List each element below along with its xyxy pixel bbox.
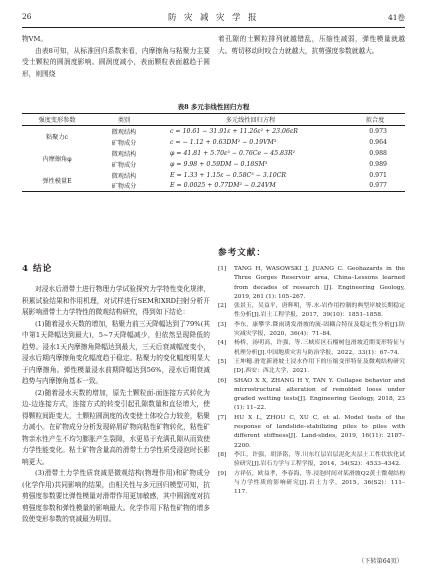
table-header-cell: 强度变形参数 (22, 114, 92, 126)
reference-item (218, 339, 405, 358)
reference-text: 方祥伍，欧益孝，李春海，等.浸泡时间对某滑坡Q2黄土微观结构与力学性质的影响研究[J].岩土力学，2015，36(S2)：111–117. (234, 470, 405, 496)
reference-item (218, 358, 405, 377)
equation-cell: E = 1.33 + 1.15ε − 0.58C³ − 3.10CR (170, 171, 287, 179)
fit-cell: 0.989 (369, 160, 387, 168)
table-header-cell: 多元线性回归方程 (156, 114, 345, 126)
category-cell: 微观结构 (111, 172, 137, 180)
reference-item (218, 470, 405, 498)
equation-cell: c = − 1.12 + 0.63DM² − 0.19VM³ (170, 138, 277, 146)
reference-number: [4] (218, 340, 227, 347)
reference-text: SHAO X X, ZHANG H Y, TAN Y. Collapse behavior and microstructural alteration of remolded loess under graded wetting tests[J]. Engineering Geology, 2018, 23 (1): 11–22. (234, 377, 405, 412)
category-cell: 矿物成分 (111, 139, 137, 147)
reference-number: [5] (218, 358, 227, 365)
fit-cell: 0.977 (345, 181, 405, 192)
body-paragraph: 物VM。 (22, 35, 48, 43)
page-number: 26 (22, 12, 32, 21)
conclusion-paragraph: (1)随着浸水天数的增加，粘聚力前三天降幅达到了79%(其中第1天降幅达到最大)，5~7天降幅减少，但依然呈现降低的趋势。浸水1天内摩擦角降幅达到最大，三天后衰减幅度变小，浸水后期内摩擦角变化幅度趋于稳定。粘聚力的变化幅度明显大于内摩擦角。弹性模量浸水前期降幅达到56%，浸水后期衰减趋势与内摩擦角基本一致。 (22, 319, 210, 385)
running-header (22, 10, 405, 24)
reference-number: [6] (218, 377, 227, 384)
conclusions-heading: 4 结论 (22, 264, 53, 274)
conclusions-body (22, 284, 210, 526)
reference-number: [2] (218, 303, 227, 310)
body-top-right-column (218, 34, 405, 57)
reference-text: 李江，许强，胡泽铭，等.川东红层岩层泥化夹层土工性状软化试验研究[J].岩石力学与工程学报，2014，34(S2)：4533–4342. (234, 451, 405, 468)
reference-item (218, 265, 405, 302)
conclusion-paragraph: (2)随着浸水天数的增加，原先土颗粒面-面连接方式转化为边-边连接方式，连接方式的转变引起孔隙数量和直径增大，使得颗粒间距变大，土颗粒圆润度的改变使土体咬合力较差，粘聚力减小。在矿物成分分析发现碎屑矿物向粘性矿物转化，粘性矿物亲水性产生不均匀膨胀产生裂隙，水更易于充满孔隙从而致使力学性能变化。粘土矿物含量高的滑带土力学性质受浸泡时长影响更大。 (22, 388, 210, 466)
reference-text: 张景玉，吴益平，唐辉明，等.水-岩作用控制的典型岸坡长期稳定性分析[J].岩土工程学报，2017，39(10)：1851–1858. (234, 303, 405, 319)
reference-number: [3] (218, 321, 227, 328)
reference-number: [7] (218, 414, 227, 421)
body-paragraph: 由表8可知，从标准回归系数来看，内摩擦角与粘聚力主要受土颗粒的圆润度影响。圆润度减小，表面颗粒表面越趋于圆形，则围绕 (22, 46, 210, 78)
reference-item (218, 377, 405, 414)
table-row (22, 126, 405, 137)
continued-note: （下转第64页） (358, 558, 403, 565)
volume-label: 41卷 (387, 13, 405, 22)
reference-number: [1] (218, 266, 227, 272)
reference-text: 李东，康攀学.降雨诱发滑坡的流-固耦合特征及稳定性分析[J].防灾减灾学报，2020，36(4)：71–84. (234, 321, 405, 338)
reference-item (218, 451, 405, 470)
fit-cell: 0.973 (369, 127, 387, 135)
param-cell: 内摩擦角φ (42, 156, 72, 163)
journal-title: 防 灾 减 灾 学 报 (168, 13, 259, 23)
equation-cell: φ = 9.98 + 0.59DM − 0.18SM³ (170, 160, 268, 168)
reference-text: TANG H, WASOWSKI J, JUANG C. Geohazards in the Three Gorges Reservoir area, China–Lessons learned from decades of research [J]. Engineering Geology, 2019, 261 (1): 105–267. (234, 266, 405, 300)
reference-text: 杨桥，汤明高，许强，等.三峡库区石榴树包滑坡近期变形特征与机理分析[J].中国地质灾害与防治学报，2022，33(1)：67–74. (234, 340, 405, 356)
reference-text: 王坤穗.滑宽新滑坡土浸水作用下的压缩变形特征及微观结构研究[D].西安：西北大学，2021. (234, 358, 405, 375)
equation-cell: c = 10.61 − 31.91ε + 11.26ε² + 23.06εR (170, 127, 298, 135)
category-cell: 微观结构 (111, 150, 137, 158)
body-paragraph: 着孔隙的土颗粒排列就越错乱，压缩性减弱，弹性模量就越大。剪切移动时咬合力就越大，抗剪强度参数就越大。 (218, 35, 405, 55)
reference-text: HU X L, ZHOU C, XU C, et al. Model tests of the response of landslide–stabilizing piles to piles with different stiffness[J]. Land-slides, 2019, 16(11): 2187–2200. (234, 414, 405, 449)
equation-cell: E = 0.0025 + 0.77DM² − 0.24VM (156, 181, 345, 192)
fit-cell: 0.964 (369, 138, 387, 146)
param-cell: 弹性模量E (22, 170, 92, 192)
reference-number: [8] (218, 451, 227, 458)
category-cell: 微观结构 (111, 128, 137, 136)
table-header-cell: 类别 (92, 114, 156, 126)
reference-item (218, 321, 405, 340)
table-row (22, 148, 405, 159)
fit-cell: 0.988 (369, 149, 387, 157)
header-rule (22, 27, 405, 28)
table-row (22, 170, 405, 181)
table-header-row (22, 114, 405, 126)
table-caption: 表8 多元非线性回归方程 (177, 103, 250, 111)
category-cell: 矿物成分 (111, 161, 137, 169)
fit-cell: 0.971 (369, 171, 387, 179)
regression-table-block (22, 101, 405, 192)
reference-item (218, 302, 405, 321)
param-cell: 粘聚力c (45, 134, 69, 142)
table-header-cell: 拟合度 (345, 114, 405, 126)
references-list (218, 265, 405, 497)
equation-cell: φ = 41.81 + 5.70ε³ − 0.76Ce − 45.83R² (170, 149, 296, 157)
reference-number: [9] (218, 470, 227, 477)
body-top-left-column (22, 34, 210, 80)
references-heading: 参考文献： (218, 248, 266, 258)
category-cell: 矿物成分 (92, 181, 156, 192)
reference-item (218, 414, 405, 451)
conclusion-paragraph: (3)滑带土力学性质衰减是微观结构(物理作用)和矿物成分(化学作用)共同影响的结果，由相关性与多元回归模型可知，抗剪强度参数要比弹性模量对滑带作用更加敏感，其中圆润度对抗剪强度参数和弹性模量的影响最大。化学作用下粘性矿物的增多致使变形参数的衰减最为明显。 (22, 469, 210, 523)
regression-table (22, 113, 405, 192)
conclusion-paragraph: 对浸水后滑带土进行物理力学试验探究力学特性变化规律，积累试验结果和作用机理，对试样进行SEM和XRD扫射分析开展影响滑带土力学特性的微观结构研究，得到如下结论： (22, 285, 210, 316)
